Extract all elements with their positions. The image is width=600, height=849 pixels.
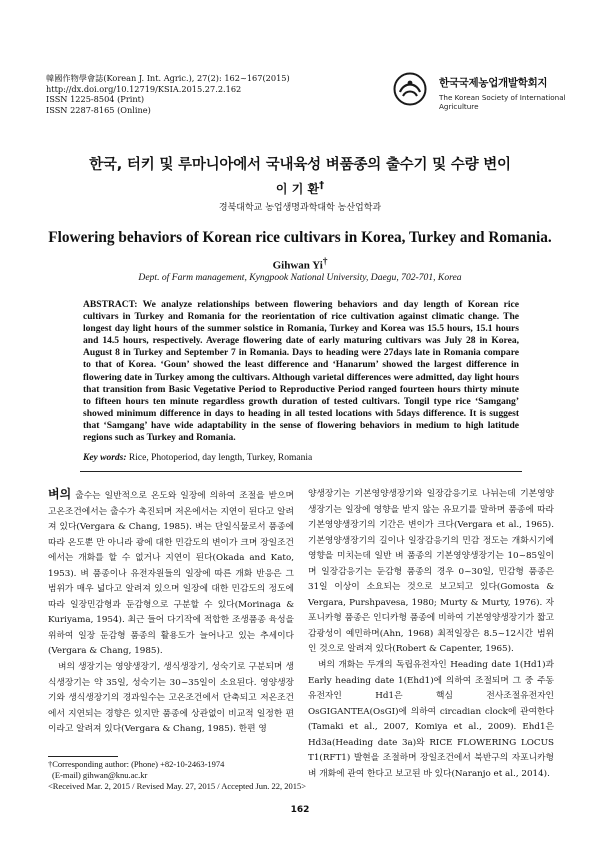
author-english — [0, 256, 600, 272]
body-column-left — [48, 487, 294, 738]
footnote-dates: <Received Mar. 2, 2015 / Revised May. 27, 2015 / Accepted Jun. 22, 2015> — [48, 781, 307, 791]
lead-word: 벼의 — [48, 487, 72, 501]
page-number: 162 — [290, 805, 310, 815]
author-english-mark: † — [322, 256, 328, 266]
keywords — [83, 453, 519, 463]
issn-print: ISSN 1225-8504 (Print) — [46, 94, 145, 105]
body-paragraph — [48, 487, 294, 660]
title-korean: 한국, 터키 및 루마니아에서 국내육성 벼품종의 출수기 및 수량 변이 — [89, 157, 511, 173]
footnote-email: (E-mail) gihwan@knu.ac.kr — [52, 770, 148, 780]
abstract: ABSTRACT: We analyze relationships between flowering behaviors and day length of Korean rice cultivars in Turkey and Romania for the reorientation of rice cultivation against climatic change. The longest day light hours of the summer solstice in Romania, Turkey and Korea was 15.5 hours, 15.1 hours and 14.5 hours, respectively. Average flowering date of early maturing cultivars was July 28 in Korea, August 8 in Turkey and September 7 in Romania. Days to heading were 27days late in Romania compare to that of Korea. ‘Goun’ showed the least difference and ‘Hanarum’ showed the largest difference in flowering date in Turkey among the cultivars. Although varietal differences were admitted, day light hours that transition from Basic Vegetative Period to Reproductive Period ranged fourteen hours thirty minute to fifteen hours ten minute regardless growth duration of tested cultivars. Tongil type rice ‘Samgang’ showed minimum difference in days to heading in all tested locations with 5days difference. It is suggest that ‘Samgang’ have wide adaptability in the sense of flowering behaviors in medium to high latitude regions such as Turkey and Romania. — [83, 299, 519, 444]
issn-online: ISSN 2287-8165 (Online) — [46, 104, 151, 115]
affiliation-korean: 경북대학교 농업생명과학대학 농산업학과 — [218, 203, 382, 213]
author-korean — [0, 180, 600, 197]
footnote-phone: †Corresponding author: (Phone) +82-10-2463-1974 — [48, 759, 225, 769]
doi-link[interactable]: http://dx.doi.org/10.12719/KSIA.2015.27.2.162 — [46, 83, 242, 94]
keywords-label: Key words: — [83, 453, 127, 463]
society-logo — [393, 70, 566, 120]
society-name-en-line2: Agriculture — [439, 102, 479, 111]
body-text: 출수는 일반적으로 온도와 일장에 의하여 조절을 받으며 고온조건에서는 출수가 촉진되며 저온에서는 지연이 된다고 알려져 있다(Vergara & Chang, 1985). 벼는 단일식물로서 품종에 따라 온도뿐 만 아니라 광에 대한 민감도의 변이가 크며 장일조건에서는 개화를 할 수 없거나 지연이 된다(Okada and Kato, 1953). 벼 품종이나 유전자원들의 일장에 따른 개화 반응은 그 범위가 매우 넓다고 알려져 있으며 일장에 대한 민감도의 정도에 따라 일장민감형과 둔감형으로 구분할 수 있다(Morinaga & Kuriyama, 1954). 최근 들어 다기작에 적합한 조생품종 육성을 위하여 일장 둔감형 품종의 활용도가 늘어나고 있는 추세이다(Vergara & Chang, 1985). — [48, 491, 294, 657]
author-english-name: Gihwan Yi — [272, 259, 323, 272]
footnote — [48, 759, 318, 792]
journal-citation: 韓國作物學會誌(Korean J. Int. Agric.), 27(2): 162~167(2015) — [46, 73, 290, 83]
body-paragraph: 벼의 생장기는 영양생장기, 생식생장기, 성숙기로 구분되며 생식생장기는 약 35일, 성숙기는 30~35일이 소요된다. 영양생장기와 생식생장기의 경과일수는 고온조건에서 단축되고 저온조건에서 지연되는 경향은 있지만 품종에 상관없이 비교적 일정한 편이라고 알려져 있다(Vergara & Chang, 1985). 한편 영 — [48, 662, 294, 735]
society-name-en-line1: The Korean Society of International — [439, 93, 566, 102]
journal-header — [46, 73, 290, 115]
section-divider — [80, 471, 522, 472]
title-english: Flowering behaviors of Korean rice cultivars in Korea, Turkey and Romania. — [48, 229, 552, 246]
body-column-right — [308, 487, 554, 782]
body-paragraph: 양생장기는 기본영양생장기와 일장감응기로 나뉘는데 기본영양생장기는 일장에 영향을 받지 않는 유묘기를 말하며 품종에 따라 기본영양생장기의 기간은 변이가 크다(Vergara et al., 1965). 기본영양생장기의 길이나 일장감응기의 민감 정도는 개화시기에 영향을 미치는데 일반 벼 품종의 기본영양생장기는 10~85일이며 일장감응기는 둔감형 품종의 경우 0~30일, 민감형 품종은 31일 이상이 소요되는 것으로 보고되고 있다(Gomosta & Vergara, Purshpavesa, 1980; Murty & Murty, 1976). 자포니카형 품종은 인디카형 품종에 비하여 기본영양생장기가 짧고 감광성이 예민하며(Ahn, 1968) 최적일장은 8.5~12시간 범위인 것으로 알려져 있다(Robert & Capenter, 1965). — [308, 489, 554, 655]
author-korean-name: 이 기 환 — [275, 182, 320, 196]
society-emblem-icon — [393, 72, 427, 106]
keywords-text: Rice, Photoperiod, day length, Turkey, Romania — [128, 453, 313, 463]
society-name-ko: 한국국제농업개발학회지 — [439, 77, 548, 89]
affiliation-english: Dept. of Farm management, Kyngpook National University, Daegu, 702-701, Korea — [138, 272, 462, 283]
body-paragraph: 벼의 개화는 두개의 독립유전자인 Heading date 1(Hd1)과 Early heading date 1(Ehd1)에 의하여 조절되며 그 중 주동유전자인 Hd1은 핵심 전사조절유전자인 OsGIGANTEA(OsGI)에 의하여 circadian clock에 관여한다(Tamaki et al., 2007, Komiya et al., 2009). Ehd1은 Hd3a(Heading date 3a)와 RICE FLOWERING LOCUS T1(RFT1) 발현을 조절하며 장일조건에서 북반구의 자포니카형 벼 개화에 관여 한다고 보고된 바 있다(Naranjo et al., 2014). — [308, 660, 554, 779]
footnote-divider — [48, 756, 118, 757]
author-korean-mark: † — [319, 180, 325, 191]
